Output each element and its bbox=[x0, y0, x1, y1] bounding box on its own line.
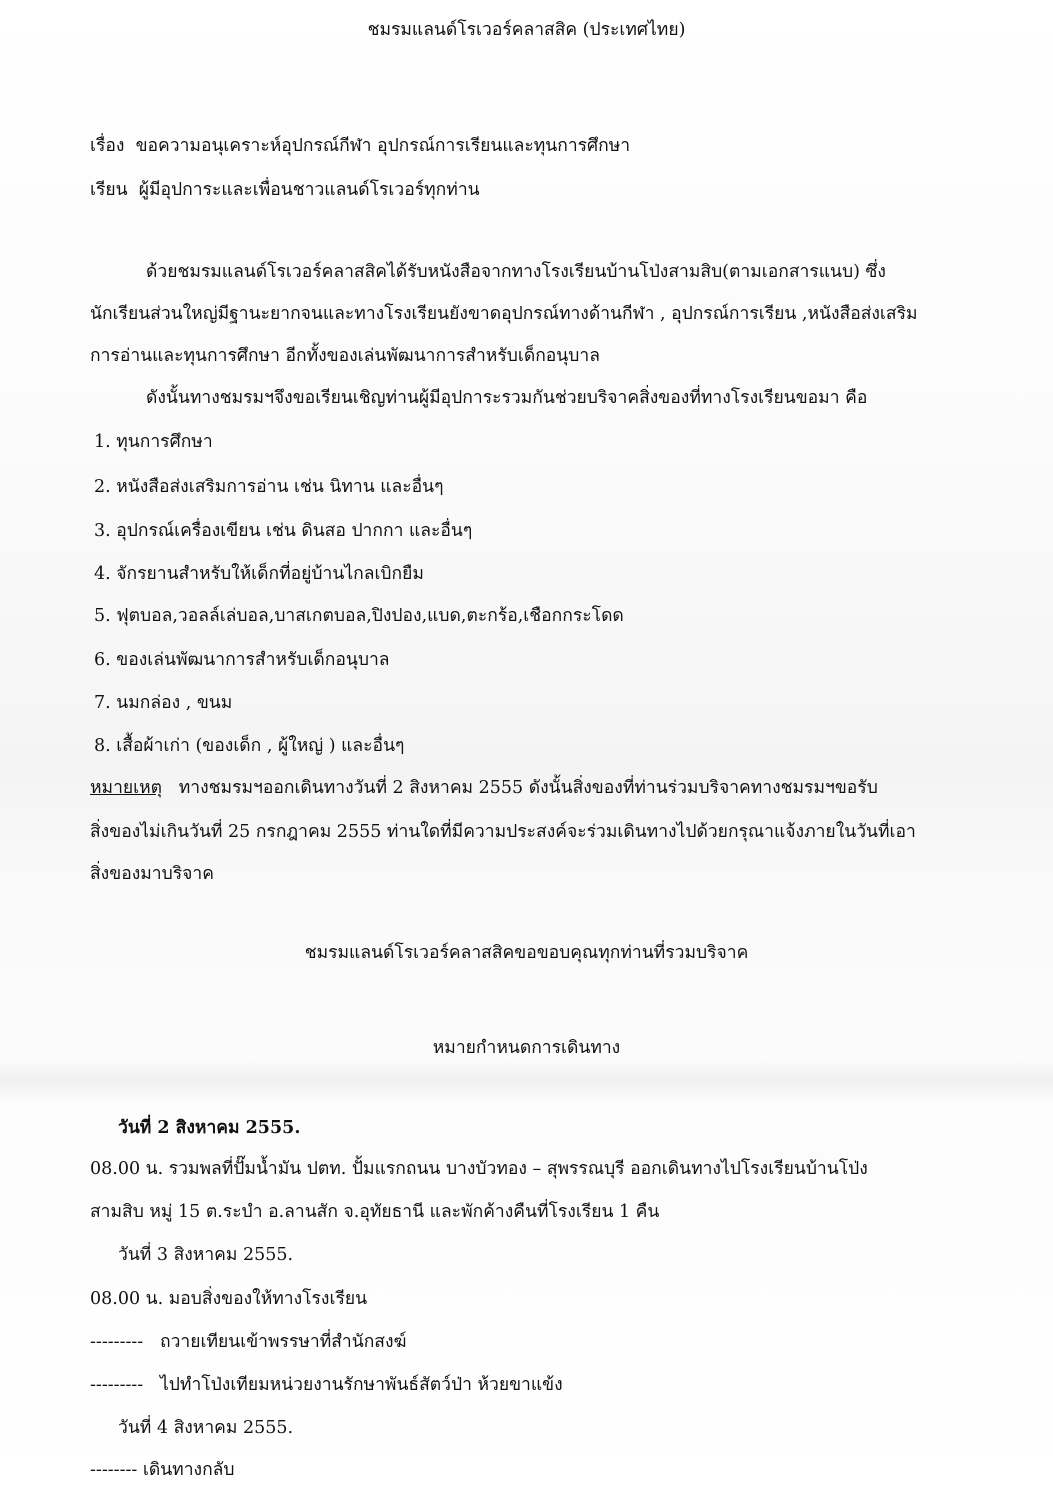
note-line1 bbox=[90, 776, 878, 800]
schedule-day3: วันที่ 4 สิงหาคม 2555. bbox=[118, 1418, 294, 1438]
paper-fold-shadow bbox=[0, 1060, 1053, 1100]
schedule-day3-line1: -------- เดินทางกลับ bbox=[90, 1460, 235, 1480]
to-label: เรียน bbox=[90, 180, 128, 200]
schedule-day1-line1: 08.00 น. รวมพลที่ปั๊มน้ำมัน ปตท. ปั้มแรกถนน บางบัวทอง – สุพรรณบุรี ออกเดินทางไปโรงเรียนบ้านโป่ง bbox=[90, 1159, 868, 1179]
list-item: 3. อุปกรณ์เครื่องเขียน เช่น ดินสอ ปากกา และอื่นๆ bbox=[94, 521, 473, 541]
schedule-day2-item2 bbox=[90, 1373, 563, 1397]
body-para2: ดังนั้นทางชมรมฯจึงขอเรียนเชิญท่านผู้มีอุปการะรวมกันช่วยบริจาคสิ่งของที่ทางโรงเรียนขอมา คือ bbox=[146, 388, 868, 408]
subject-line bbox=[90, 134, 630, 158]
list-item: 2. หนังสือส่งเสริมการอ่าน เช่น นิทาน และอื่นๆ bbox=[94, 477, 444, 497]
list-item: 4. จักรยานสำหรับให้เด็กที่อยู่บ้านไกลเบิกยืม bbox=[94, 564, 424, 584]
body-para1-line3: การอ่านและทุนการศึกษา อีกทั้งของเล่นพัฒนาการสำหรับเด็กอนุบาล bbox=[90, 346, 600, 366]
schedule-item-text: ไปทำโป่งเทียมหน่วยงานรักษาพันธ์สัตว์ป่า ห้วยขาแข้ง bbox=[160, 1375, 563, 1395]
schedule-day2-line1: 08.00 น. มอบสิ่งของให้ทางโรงเรียน bbox=[90, 1289, 368, 1309]
schedule-title: หมายกำหนดการเดินทาง bbox=[432, 1038, 621, 1058]
note-line3: สิ่งของมาบริจาค bbox=[90, 864, 214, 884]
club-header: ชมรมแลนด์โรเวอร์คลาสสิค (ประเทศไทย) bbox=[367, 20, 686, 40]
subject-text: ขอความอนุเคราะห์อุปกรณ์กีฬา อุปกรณ์การเรียนและทุนการศึกษา bbox=[135, 136, 631, 156]
body-para1-line1: ด้วยชมรมแลนด์โรเวอร์คลาสสิคได้รับหนังสือจากทางโรงเรียนบ้านโป่งสามสิบ(ตามเอกสารแนบ) ซึ่ง bbox=[146, 262, 886, 282]
note-line2: สิ่งของไม่เกินวันที่ 25 กรกฎาคม 2555 ท่านใดที่มีความประสงค์จะร่วมเดินทางไปด้วยกรุณาแจ้งภายในวันที่เอา bbox=[90, 822, 916, 842]
thanks-line: ชมรมแลนด์โรเวอร์คลาสสิคขอขอบคุณทุกท่านที่รวมบริจาค bbox=[304, 943, 749, 963]
to-line bbox=[90, 178, 480, 202]
body-para1-line2: นักเรียนส่วนใหญ่มีฐานะยากจนและทางโรงเรียนยังขาดอุปกรณ์ทางด้านกีฬา , อุปกรณ์การเรียน ,หนังสือส่งเสริม bbox=[90, 304, 918, 324]
list-item: 1. ทุนการศึกษา bbox=[94, 432, 213, 452]
schedule-day1-line2: สามสิบ หมู่ 15 ต.ระบำ อ.ลานสัก จ.อุทัยธานี และพักค้างคืนที่โรงเรียน 1 คืน bbox=[90, 1202, 660, 1222]
schedule-day2: วันที่ 3 สิงหาคม 2555. bbox=[118, 1245, 294, 1265]
subject-label: เรื่อง bbox=[90, 136, 125, 156]
note-text-1: ทางชมรมฯออกเดินทางวันที่ 2 สิงหาคม 2555 ดังนั้นสิ่งของที่ท่านร่วมบริจาคทางชมรมฯขอรับ bbox=[178, 778, 878, 798]
to-text: ผู้มีอุปการะและเพื่อนชาวแลนด์โรเวอร์ทุกท่าน bbox=[138, 180, 480, 200]
dash-marker: --------- bbox=[90, 1332, 144, 1352]
dash-marker: --------- bbox=[90, 1375, 144, 1395]
schedule-day2-item1 bbox=[90, 1330, 407, 1354]
schedule-item-text: ถวายเทียนเข้าพรรษาที่สำนักสงฆ์ bbox=[160, 1332, 407, 1352]
list-item: 6. ของเล่นพัฒนาการสำหรับเด็กอนุบาล bbox=[94, 650, 390, 670]
list-item: 7. นมกล่อง , ขนม bbox=[94, 693, 233, 713]
note-label: หมายเหตุ bbox=[90, 778, 163, 798]
list-item: 5. ฟุตบอล,วอลล์เล่บอล,บาสเกตบอล,ปิงปอง,แบด,ตะกร้อ,เชือกกระโดด bbox=[94, 606, 624, 626]
list-item: 8. เสื้อผ้าเก่า (ของเด็ก , ผู้ใหญ่ ) และอื่นๆ bbox=[94, 736, 405, 756]
schedule-day1: วันที่ 2 สิงหาคม 2555. bbox=[118, 1118, 301, 1138]
